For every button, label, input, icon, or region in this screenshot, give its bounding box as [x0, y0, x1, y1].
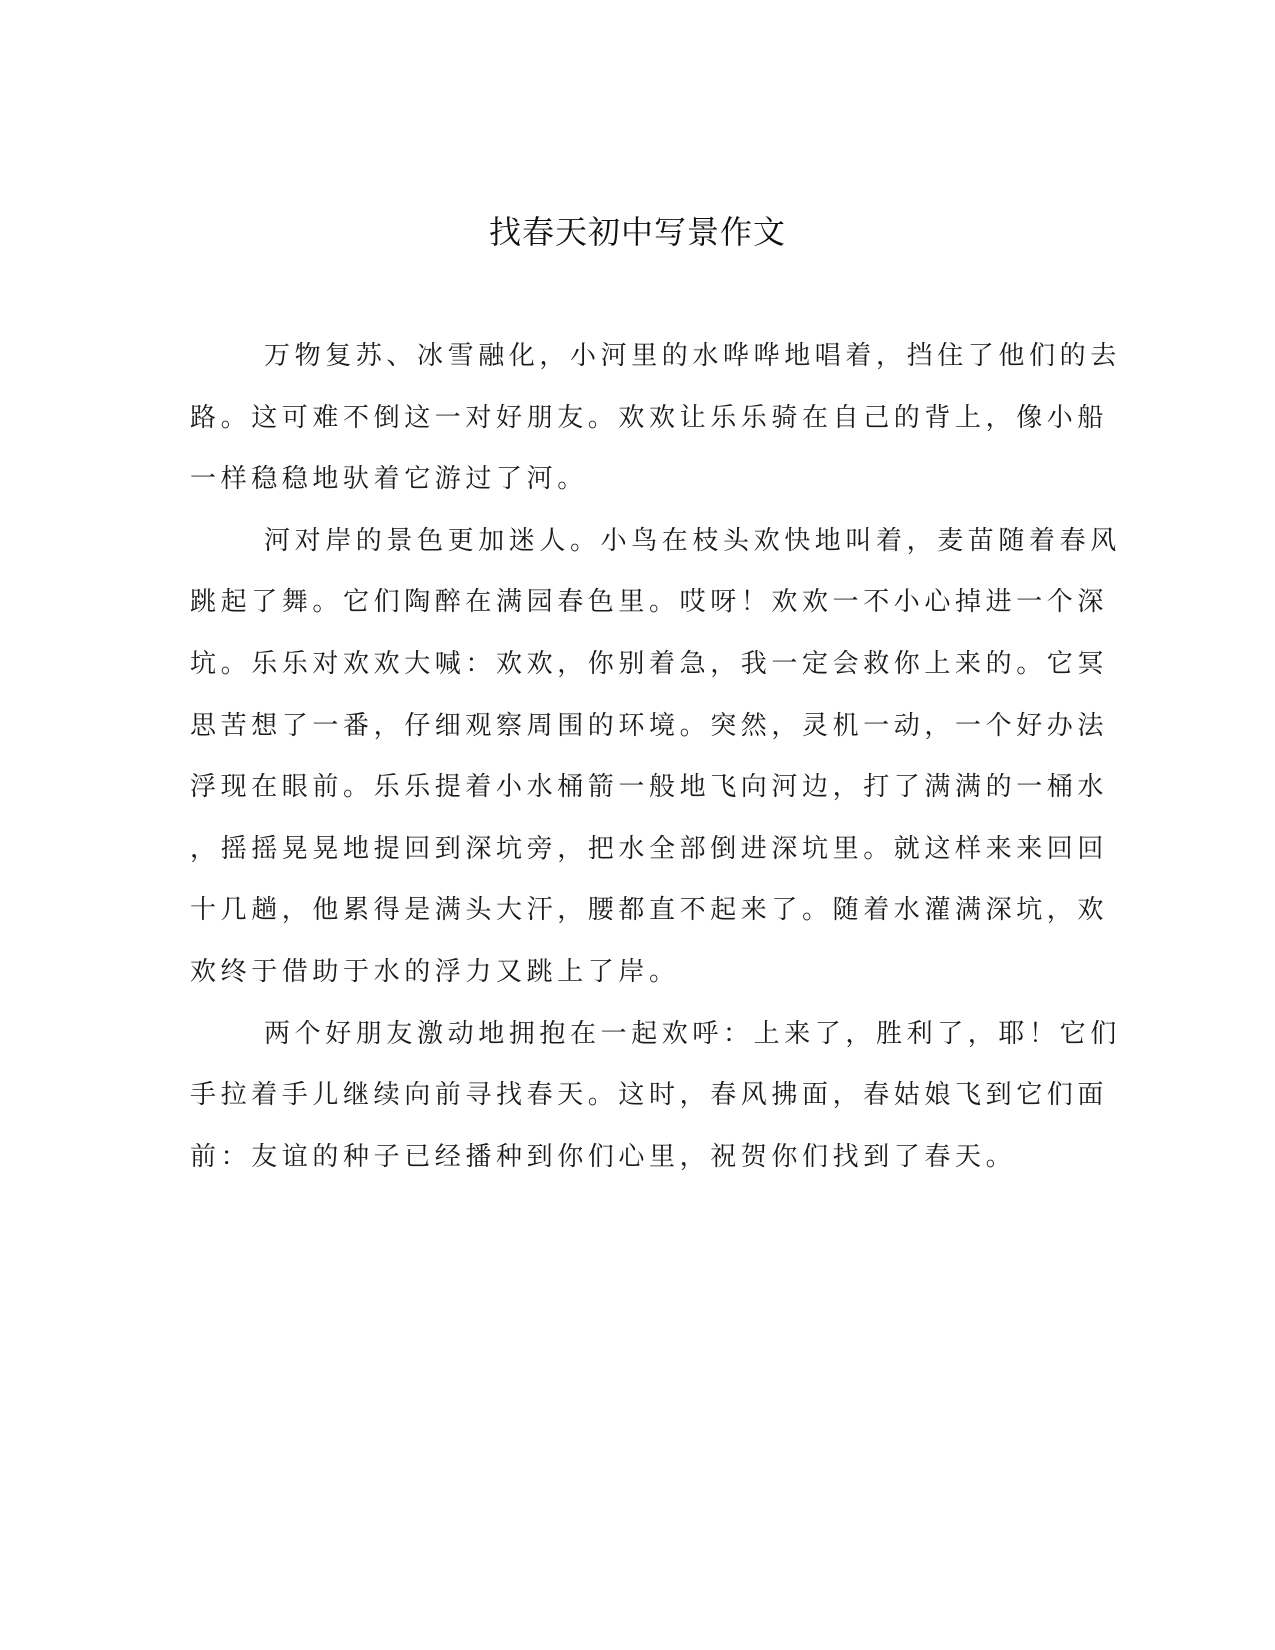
text-line: 手拉着手儿继续向前寻找春天。这时，春风拂面，春姑娘飞到它们面	[190, 1080, 1109, 1111]
text-line: 两个好朋友激动地拥抱在一起欢呼：上来了，胜利了，耶！它们	[264, 1018, 1121, 1049]
text-line: 跳起了舞。它们陶醉在满园春色里。哎呀！欢欢一不小心掉进一个深	[190, 587, 1109, 618]
text-line: 思苦想了一番，仔细观察周围的环境。突然，灵机一动，一个好办法	[190, 710, 1109, 741]
paragraph-3	[190, 1004, 1121, 1189]
document-body	[190, 326, 1121, 1188]
text-line: 一样稳稳地驮着它游过了河。	[190, 464, 588, 495]
text-line: 欢终于借助于水的浮力又跳上了岸。	[190, 956, 680, 987]
paragraph-2	[190, 511, 1121, 1004]
document-title: 找春天初中写景作文	[488, 213, 786, 251]
text-line: ，摇摇晃晃地提回到深坑旁，把水全部倒进深坑里。就这样来来回回	[190, 833, 1109, 864]
text-line: 万物复苏、冰雪融化，小河里的水哗哗地唱着，挡住了他们的去	[264, 341, 1121, 371]
text-line: 河对岸的景色更加迷人。小鸟在枝头欢快地叫着，麦苗随着春风	[264, 525, 1121, 556]
text-line: 浮现在眼前。乐乐提着小水桶箭一般地飞向河边，打了满满的一桶水	[190, 772, 1109, 803]
text-line: 十几趟，他累得是满头大汗，腰都直不起来了。随着水灌满深坑，欢	[190, 895, 1109, 926]
text-line: 坑。乐乐对欢欢大喊：欢欢，你别着急，我一定会救你上来的。它冥	[190, 648, 1109, 679]
text-line: 路。这可难不倒这一对好朋友。欢欢让乐乐骑在自己的背上，像小船	[190, 402, 1109, 433]
paragraph-1	[190, 326, 1121, 511]
text-line: 前：友谊的种子已经播种到你们心里，祝贺你们找到了春天。	[190, 1141, 1017, 1172]
